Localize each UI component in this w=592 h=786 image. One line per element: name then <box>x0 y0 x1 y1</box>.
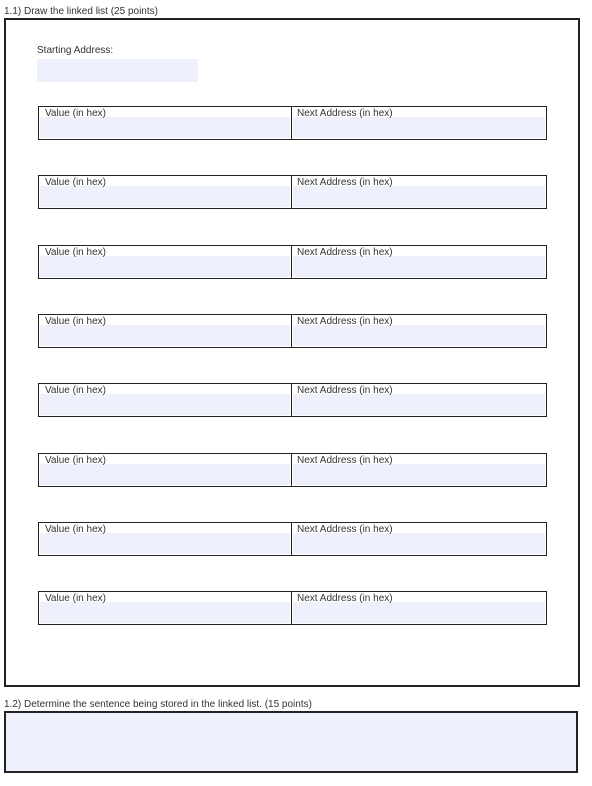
linked-list-node-4 <box>38 314 547 348</box>
node-next-cell <box>292 454 546 486</box>
question-2-label: 1.2) Determine the sentence being stored in the linked list. (15 points) <box>4 699 312 713</box>
node-next-address-label: Next Address (in hex) <box>297 108 393 119</box>
node-next-address-label: Next Address (in hex) <box>297 385 393 396</box>
node-next-address-label: Next Address (in hex) <box>297 593 393 604</box>
node-next-address-field[interactable] <box>293 117 545 138</box>
node-next-address-label: Next Address (in hex) <box>297 177 393 188</box>
node-value-field[interactable] <box>40 464 290 485</box>
linked-list-node-5 <box>38 383 547 417</box>
node-value-label: Value (in hex) <box>45 316 106 327</box>
node-value-field[interactable] <box>40 394 290 415</box>
node-next-address-label: Next Address (in hex) <box>297 524 393 535</box>
starting-address-label: Starting Address: <box>37 45 114 56</box>
node-value-label: Value (in hex) <box>45 455 106 466</box>
starting-address-field[interactable] <box>37 59 198 82</box>
node-next-address-label: Next Address (in hex) <box>297 316 393 327</box>
node-value-cell <box>39 176 292 208</box>
node-next-cell <box>292 176 546 208</box>
linked-list-node-2 <box>38 175 547 209</box>
node-next-cell <box>292 384 546 416</box>
node-value-label: Value (in hex) <box>45 385 106 396</box>
node-next-address-label: Next Address (in hex) <box>297 247 393 258</box>
linked-list-node-7 <box>38 522 547 556</box>
node-value-label: Value (in hex) <box>45 108 106 119</box>
node-next-address-field[interactable] <box>293 602 545 623</box>
linked-list-node-1 <box>38 106 547 140</box>
linked-list-node-6 <box>38 453 547 487</box>
node-next-address-field[interactable] <box>293 394 545 415</box>
node-next-address-field[interactable] <box>293 186 545 207</box>
node-next-cell <box>292 315 546 347</box>
node-value-cell <box>39 107 292 139</box>
node-value-field[interactable] <box>40 256 290 277</box>
node-next-address-label: Next Address (in hex) <box>297 455 393 466</box>
node-value-label: Value (in hex) <box>45 177 106 188</box>
node-value-field[interactable] <box>40 186 290 207</box>
node-next-cell <box>292 107 546 139</box>
node-value-cell <box>39 523 292 555</box>
node-value-label: Value (in hex) <box>45 247 106 258</box>
node-value-cell <box>39 592 292 624</box>
node-next-cell <box>292 592 546 624</box>
node-value-label: Value (in hex) <box>45 593 106 604</box>
node-next-address-field[interactable] <box>293 464 545 485</box>
node-value-label: Value (in hex) <box>45 524 106 535</box>
node-value-cell <box>39 384 292 416</box>
node-value-field[interactable] <box>40 533 290 554</box>
linked-list-node-8 <box>38 591 547 625</box>
node-value-field[interactable] <box>40 602 290 623</box>
node-value-field[interactable] <box>40 325 290 346</box>
sentence-answer-field[interactable] <box>4 711 578 773</box>
linked-list-node-3 <box>38 245 547 279</box>
node-next-address-field[interactable] <box>293 325 545 346</box>
node-next-cell <box>292 246 546 278</box>
node-value-cell <box>39 454 292 486</box>
question-1-label: 1.1) Draw the linked list (25 points) <box>4 6 158 20</box>
node-next-address-field[interactable] <box>293 256 545 277</box>
node-value-cell <box>39 315 292 347</box>
node-next-cell <box>292 523 546 555</box>
node-value-cell <box>39 246 292 278</box>
node-value-field[interactable] <box>40 117 290 138</box>
node-next-address-field[interactable] <box>293 533 545 554</box>
